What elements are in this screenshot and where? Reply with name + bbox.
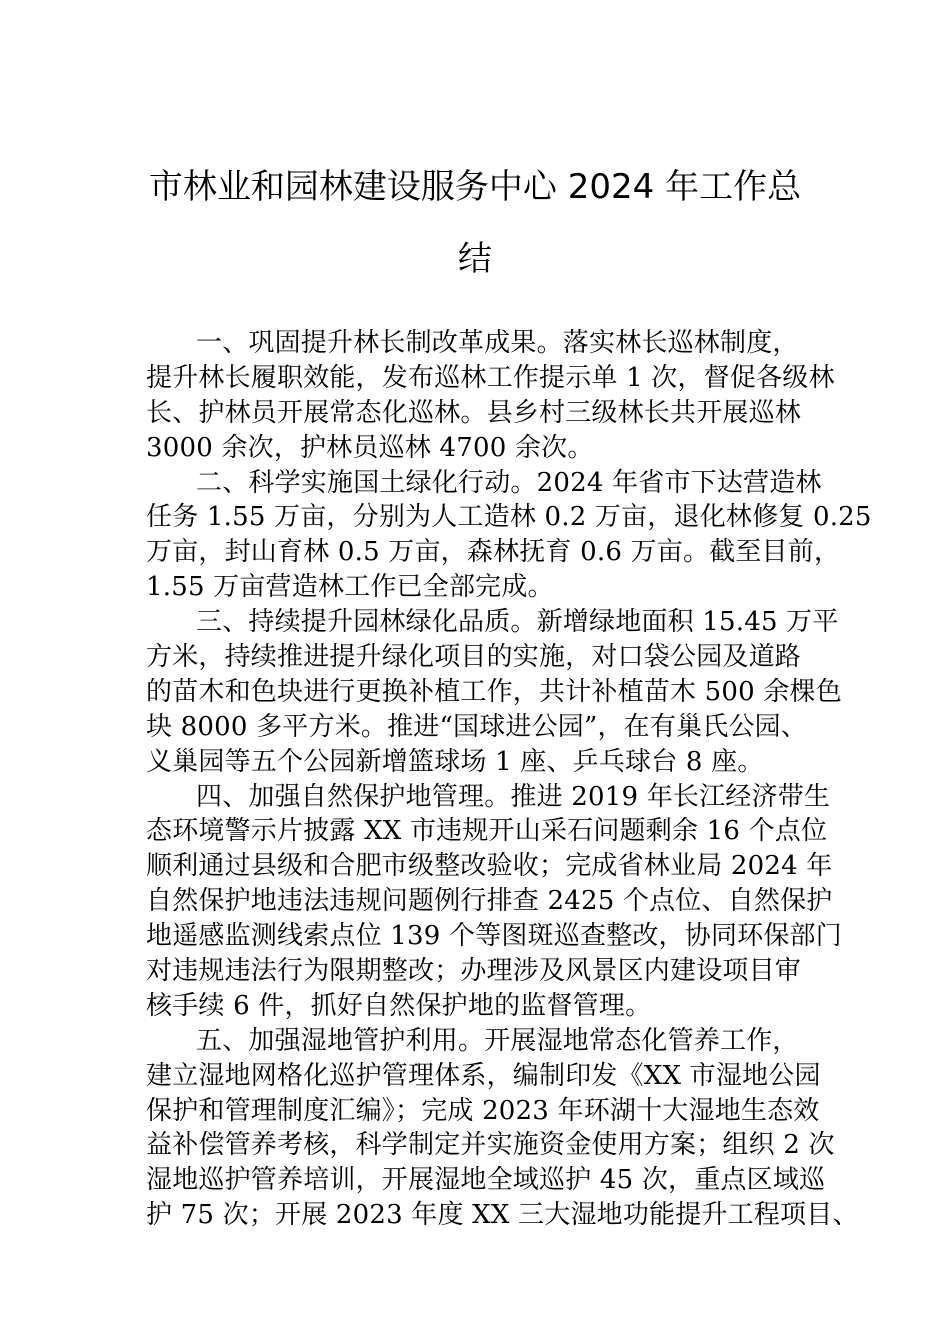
- paragraph-5-line-4: 益补偿管养考核，科学制定并实施资金使用方案；组织 2 次: [146, 1130, 835, 1161]
- paragraph-3-line-5: 义巢园等五个公园新增篮球场 1 座、乒乓球台 8 座。: [146, 746, 764, 777]
- paragraph-1-line-1: 一、巩固提升林长制改革成果。落实林长巡林制度，: [196, 328, 799, 358]
- paragraph-4-line-3: 顺利通过县级和合肥市级整改验收；完成省林业局 2024 年: [146, 851, 833, 882]
- document-title-line-2: 结: [458, 239, 492, 279]
- paragraph-2-line-3: 万亩，封山育林 0.5 万亩，森林抚育 0.6 万亩。截至目前，: [146, 537, 841, 568]
- paragraph-1-line-3: 长、护林员开展常态化巡林。县乡村三级林长共开展巡林: [146, 397, 802, 428]
- paragraph-2-line-1: 二、科学实施国土绿化行动。2024 年省市下达营造林: [196, 467, 822, 498]
- paragraph-5-line-6: 护 75 次；开展 2023 年度 XX 三大湿地功能提升工程项目、: [146, 1200, 859, 1231]
- paragraph-4-line-6: 对违规违法行为限期整改；办理涉及风景区内建设项目审: [146, 956, 802, 987]
- paragraph-4-line-2: 态环境警示片披露 XX 市违规开山采石问题剩余 16 个点位: [146, 816, 828, 847]
- paragraph-5-line-1: 五、加强湿地管护利用。开展湿地常态化管养工作，: [196, 1025, 799, 1056]
- paragraph-4-line-7: 核手续 6 件，抓好自然保护地的监督管理。: [146, 990, 652, 1021]
- paragraph-5-line-2: 建立湿地网格化巡护管理体系，编制印发《XX 市湿地公园: [146, 1060, 821, 1091]
- paragraph-3-line-2: 方米，持续推进提升绿化项目的实施，对口袋公园及道路: [146, 642, 802, 673]
- paragraph-4-line-5: 地遥感监测线索点位 139 个等图斑巡查整改，协同环保部门: [146, 921, 842, 952]
- paragraph-3-line-1: 三、持续提升园林绿化品质。新增绿地面积 15.45 万平: [196, 607, 839, 638]
- paragraph-1-line-2: 提升林长履职效能，发布巡林工作提示单 1 次，督促各级林: [146, 362, 835, 393]
- paragraph-4-line-1: 四、加强自然保护地管理。推进 2019 年长江经济带生: [196, 781, 831, 812]
- paragraph-1-line-4: 3000 余次，护林员巡林 4700 余次。: [146, 432, 594, 463]
- paragraph-2-line-2: 任务 1.55 万亩，分别为人工造林 0.2 万亩，退化林修复 0.25: [146, 502, 872, 533]
- paragraph-2-line-4: 1.55 万亩营造林工作已全部完成。: [146, 572, 554, 603]
- document-body: [146, 326, 872, 1233]
- paragraph-5-line-5: 湿地巡护管养培训，开展湿地全域巡护 45 次，重点区域巡: [146, 1165, 826, 1196]
- document-title-line-1: 市林业和园林建设服务中心 2024 年工作总: [148, 167, 802, 207]
- paragraph-3-line-4: 块 8000 多平方米。推进“国球进公园”，在有巢氏公园、: [146, 711, 808, 742]
- paragraph-5-line-3: 保护和管理制度汇编》；完成 2023 年环湖十大湿地生态效: [146, 1095, 820, 1126]
- paragraph-4-line-4: 自然保护地违法违规问题例行排查 2425 个点位、自然保护: [146, 886, 833, 917]
- paragraph-3-line-3: 的苗木和色块进行更换补植工作，共计补植苗木 500 余棵色: [146, 676, 842, 707]
